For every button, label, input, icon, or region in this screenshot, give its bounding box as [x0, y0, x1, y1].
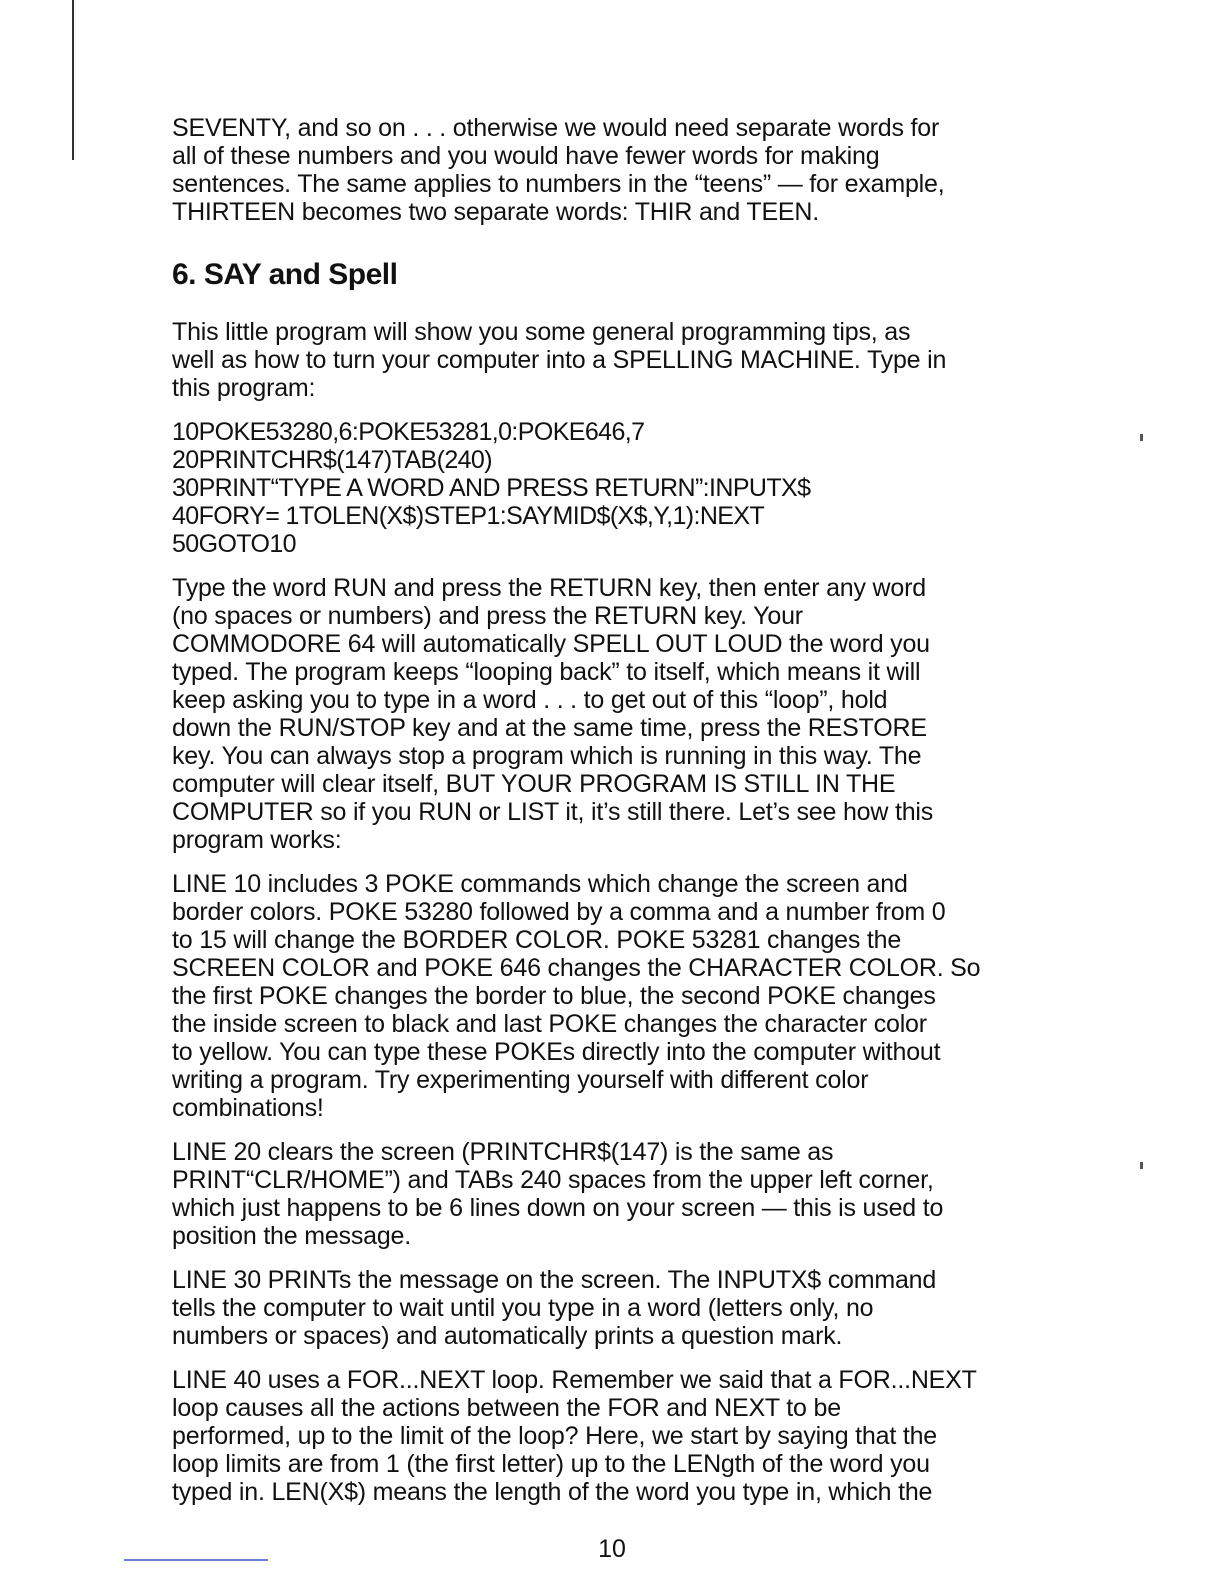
section-heading: 6. SAY and Spell [172, 258, 398, 291]
text-line: down the RUN/STOP key and at the same time, press the RESTORE [172, 714, 927, 742]
text-line: combinations! [172, 1094, 324, 1122]
text-line: LINE 40 uses a FOR...NEXT loop. Remember we said that a FOR...NEXT [172, 1366, 977, 1394]
intro-paragraph [172, 114, 1042, 226]
page-body [172, 114, 1042, 1522]
text-line: typed in. LEN(X$) means the length of the word you type in, which the [172, 1478, 933, 1506]
text-line: to 15 will change the BORDER COLOR. POKE 53281 changes the [172, 926, 902, 954]
scan-speck [1140, 1162, 1143, 1169]
text-line: COMMODORE 64 will automatically SPELL OUT LOUD the word you [172, 630, 930, 658]
text-line: well as how to turn your computer into a SPELLING MACHINE. Type in [172, 346, 947, 374]
text-line: which just happens to be 6 lines down on your screen — this is used to [172, 1194, 944, 1222]
text-line: loop causes all the actions between the FOR and NEXT to be [172, 1394, 841, 1422]
text-line: This little program will show you some general programming tips, as [172, 318, 911, 346]
text-line: SEVENTY, and so on . . . otherwise we would need separate words for [172, 114, 940, 142]
text-line: numbers or spaces) and automatically prints a question mark. [172, 1322, 843, 1350]
text-line: tells the computer to wait until you type in a word (letters only, no [172, 1294, 874, 1322]
text-line: all of these numbers and you would have fewer words for making [172, 142, 880, 170]
scan-speck [1140, 434, 1143, 441]
text-line: this program: [172, 374, 316, 402]
text-line: the first POKE changes the border to blue, the second POKE changes [172, 982, 936, 1010]
text-line: to yellow. You can type these POKEs directly into the computer without [172, 1038, 941, 1066]
program-listing [172, 418, 1042, 558]
program-line: 20PRINTCHR$(147)TAB(240) [172, 446, 492, 474]
text-line: sentences. The same applies to numbers in the “teens” — for example, [172, 170, 945, 198]
text-line: computer will clear itself, BUT YOUR PROGRAM IS STILL IN THE [172, 770, 896, 798]
program-line: 40FORY= 1TOLEN(X$)STEP1:SAYMID$(X$,Y,1):NEXT [172, 502, 765, 530]
text-line: Type the word RUN and press the RETURN key, then enter any word [172, 574, 926, 602]
program-line: 50GOTO10 [172, 530, 296, 558]
text-line: THIRTEEN becomes two separate words: THIR and TEEN. [172, 198, 819, 226]
text-line: program works: [172, 826, 342, 854]
text-line: border colors. POKE 53280 followed by a comma and a number from 0 [172, 898, 946, 926]
binding-margin-line [72, 0, 74, 160]
text-line: key. You can always stop a program which is running in this way. The [172, 742, 922, 770]
run-instructions-paragraph [172, 574, 1042, 854]
page-number: 10 [598, 1535, 626, 1563]
footer-rule [124, 1559, 268, 1561]
line30-explanation-paragraph [172, 1266, 1042, 1350]
program-line: 10POKE53280,6:POKE53281,0:POKE646,7 [172, 418, 645, 446]
text-line: LINE 10 includes 3 POKE commands which change the screen and [172, 870, 908, 898]
text-line: the inside screen to black and last POKE changes the character color [172, 1010, 927, 1038]
text-line: (no spaces or numbers) and press the RETURN key. Your [172, 602, 803, 630]
text-line: position the message. [172, 1222, 412, 1250]
line10-explanation-paragraph [172, 870, 1042, 1122]
text-line: typed. The program keeps “looping back” to itself, which means it will [172, 658, 921, 686]
text-line: loop limits are from 1 (the first letter) up to the LENgth of the word you [172, 1450, 930, 1478]
program-line: 30PRINT“TYPE A WORD AND PRESS RETURN”:INPUTX$ [172, 474, 811, 502]
program-intro-paragraph [172, 318, 1042, 402]
text-line: SCREEN COLOR and POKE 646 changes the CHARACTER COLOR. So [172, 954, 981, 982]
text-line: LINE 20 clears the screen (PRINTCHR$(147) is the same as [172, 1138, 834, 1166]
line40-explanation-paragraph [172, 1366, 1042, 1506]
text-line: keep asking you to type in a word . . . to get out of this “loop”, hold [172, 686, 888, 714]
text-line: performed, up to the limit of the loop? Here, we start by saying that the [172, 1422, 937, 1450]
line20-explanation-paragraph [172, 1138, 1042, 1250]
text-line: COMPUTER so if you RUN or LIST it, it’s still there. Let’s see how this [172, 798, 934, 826]
text-line: writing a program. Try experimenting yourself with different color [172, 1066, 869, 1094]
text-line: LINE 30 PRINTs the message on the screen. The INPUTX$ command [172, 1266, 937, 1294]
text-line: PRINT“CLR/HOME”) and TABs 240 spaces from the upper left corner, [172, 1166, 934, 1194]
